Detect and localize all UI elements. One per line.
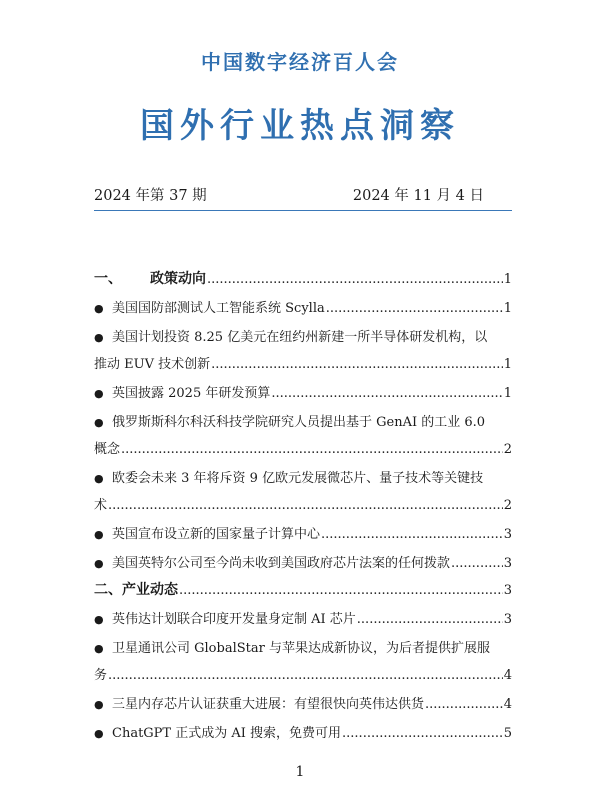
toc-item-text: 美国计划投资 8.25 亿美元在纽约州新建一所半导体研发机构，以 xyxy=(112,330,488,345)
toc-item[interactable] xyxy=(94,554,512,573)
leader-dots xyxy=(207,270,503,289)
leader-dots xyxy=(108,666,503,685)
organization-name: 中国数字经济百人会 xyxy=(201,50,399,74)
bullet-icon: ● xyxy=(94,698,104,711)
leader-dots xyxy=(326,299,503,318)
section-number: 二、 xyxy=(94,582,122,598)
section-number: 一、 xyxy=(94,271,122,287)
leader-dots xyxy=(211,355,503,374)
leader-dots xyxy=(321,525,503,544)
page-ref: 3 xyxy=(503,527,512,542)
leader-dots xyxy=(357,610,503,629)
bullet-icon: ● xyxy=(94,302,104,315)
toc-item-text: 推动 EUV 技术创新 xyxy=(94,357,211,372)
report-title: 国外行业热点洞察 xyxy=(140,106,460,146)
page-ref: 2 xyxy=(503,442,512,457)
bullet-icon: ● xyxy=(94,613,104,626)
toc-section-industry[interactable] xyxy=(94,581,512,600)
toc-item-text: 卫星通讯公司 GlobalStar 与苹果达成新协议，为后者提供扩展服 xyxy=(112,641,490,656)
bullet-icon: ● xyxy=(94,642,104,655)
toc-item-continuation[interactable] xyxy=(94,355,512,374)
page-ref: 1 xyxy=(503,386,512,401)
page-ref: 1 xyxy=(503,301,512,316)
toc-item[interactable] xyxy=(94,695,512,714)
table-of-contents xyxy=(94,270,512,743)
bullet-icon: ● xyxy=(94,557,104,570)
toc-item-text: 俄罗斯斯科尔科沃科技学院研究人员提出基于 GenAI 的工业 6.0 xyxy=(112,415,486,430)
bullet-icon: ● xyxy=(94,472,104,485)
toc-item-text: 英伟达计划联合印度开发量身定制 AI 芯片 xyxy=(112,612,356,627)
toc-item-continuation[interactable] xyxy=(94,666,512,685)
leader-dots xyxy=(451,554,503,573)
section-title: 产业动态 xyxy=(122,582,178,598)
toc-item-continuation[interactable] xyxy=(94,440,512,459)
page-ref: 4 xyxy=(503,668,512,683)
toc-item-text: 三星内存芯片认证获重大进展：有望很快向英伟达供货 xyxy=(112,697,425,712)
bullet-icon: ● xyxy=(94,727,104,740)
section-title: 政策动向 xyxy=(150,271,206,287)
toc-item-text: 欧委会未来 3 年将斥资 9 亿欧元发展微芯片、量子技术等关键技 xyxy=(112,471,484,486)
bullet-icon: ● xyxy=(94,528,104,541)
toc-item[interactable] xyxy=(94,525,512,544)
page-ref: 1 xyxy=(503,272,512,287)
toc-section-policy[interactable] xyxy=(94,270,512,289)
issue-info-row xyxy=(94,184,512,211)
leader-dots xyxy=(108,496,503,515)
toc-item[interactable] xyxy=(94,724,512,743)
bullet-icon: ● xyxy=(94,331,104,344)
toc-item-text: 美国英特尔公司至今尚未收到美国政府芯片法案的任何拨款 xyxy=(112,556,451,571)
page-ref: 1 xyxy=(503,357,512,372)
toc-item-text: 英国披露 2025 年研发预算 xyxy=(112,386,271,401)
toc-item[interactable] xyxy=(94,328,512,347)
page-ref: 3 xyxy=(503,556,512,571)
toc-item[interactable] xyxy=(94,610,512,629)
page-ref: 4 xyxy=(503,697,512,712)
issue-number: 2024 年第 37 期 xyxy=(94,188,207,204)
leader-dots xyxy=(271,384,502,403)
page-ref: 3 xyxy=(503,583,512,598)
toc-item-text: 美国国防部测试人工智能系统 Scylla xyxy=(112,301,325,316)
leader-dots xyxy=(179,581,503,600)
toc-item-text: 英国宣布设立新的国家量子计算中心 xyxy=(112,527,321,542)
toc-item[interactable] xyxy=(94,299,512,318)
page-ref: 2 xyxy=(503,498,512,513)
toc-item-continuation[interactable] xyxy=(94,496,512,515)
page-number: 1 xyxy=(295,764,305,780)
toc-item[interactable] xyxy=(94,384,512,403)
toc-item-text: ChatGPT 正式成为 AI 搜索，免费可用 xyxy=(112,726,342,741)
page-ref: 3 xyxy=(503,612,512,627)
issue-date: 2024 年 11 月 4 日 xyxy=(352,188,484,204)
toc-item-text: 务 xyxy=(94,668,108,683)
toc-item[interactable] xyxy=(94,639,512,658)
toc-item-text: 术 xyxy=(94,498,108,513)
bullet-icon: ● xyxy=(94,416,104,429)
leader-dots xyxy=(425,695,503,714)
leader-dots xyxy=(121,440,503,459)
leader-dots xyxy=(342,724,503,743)
toc-item-text: 概念 xyxy=(94,442,121,457)
bullet-icon: ● xyxy=(94,387,104,400)
toc-item[interactable] xyxy=(94,413,512,432)
toc-item[interactable] xyxy=(94,469,512,488)
page-ref: 5 xyxy=(503,726,512,741)
